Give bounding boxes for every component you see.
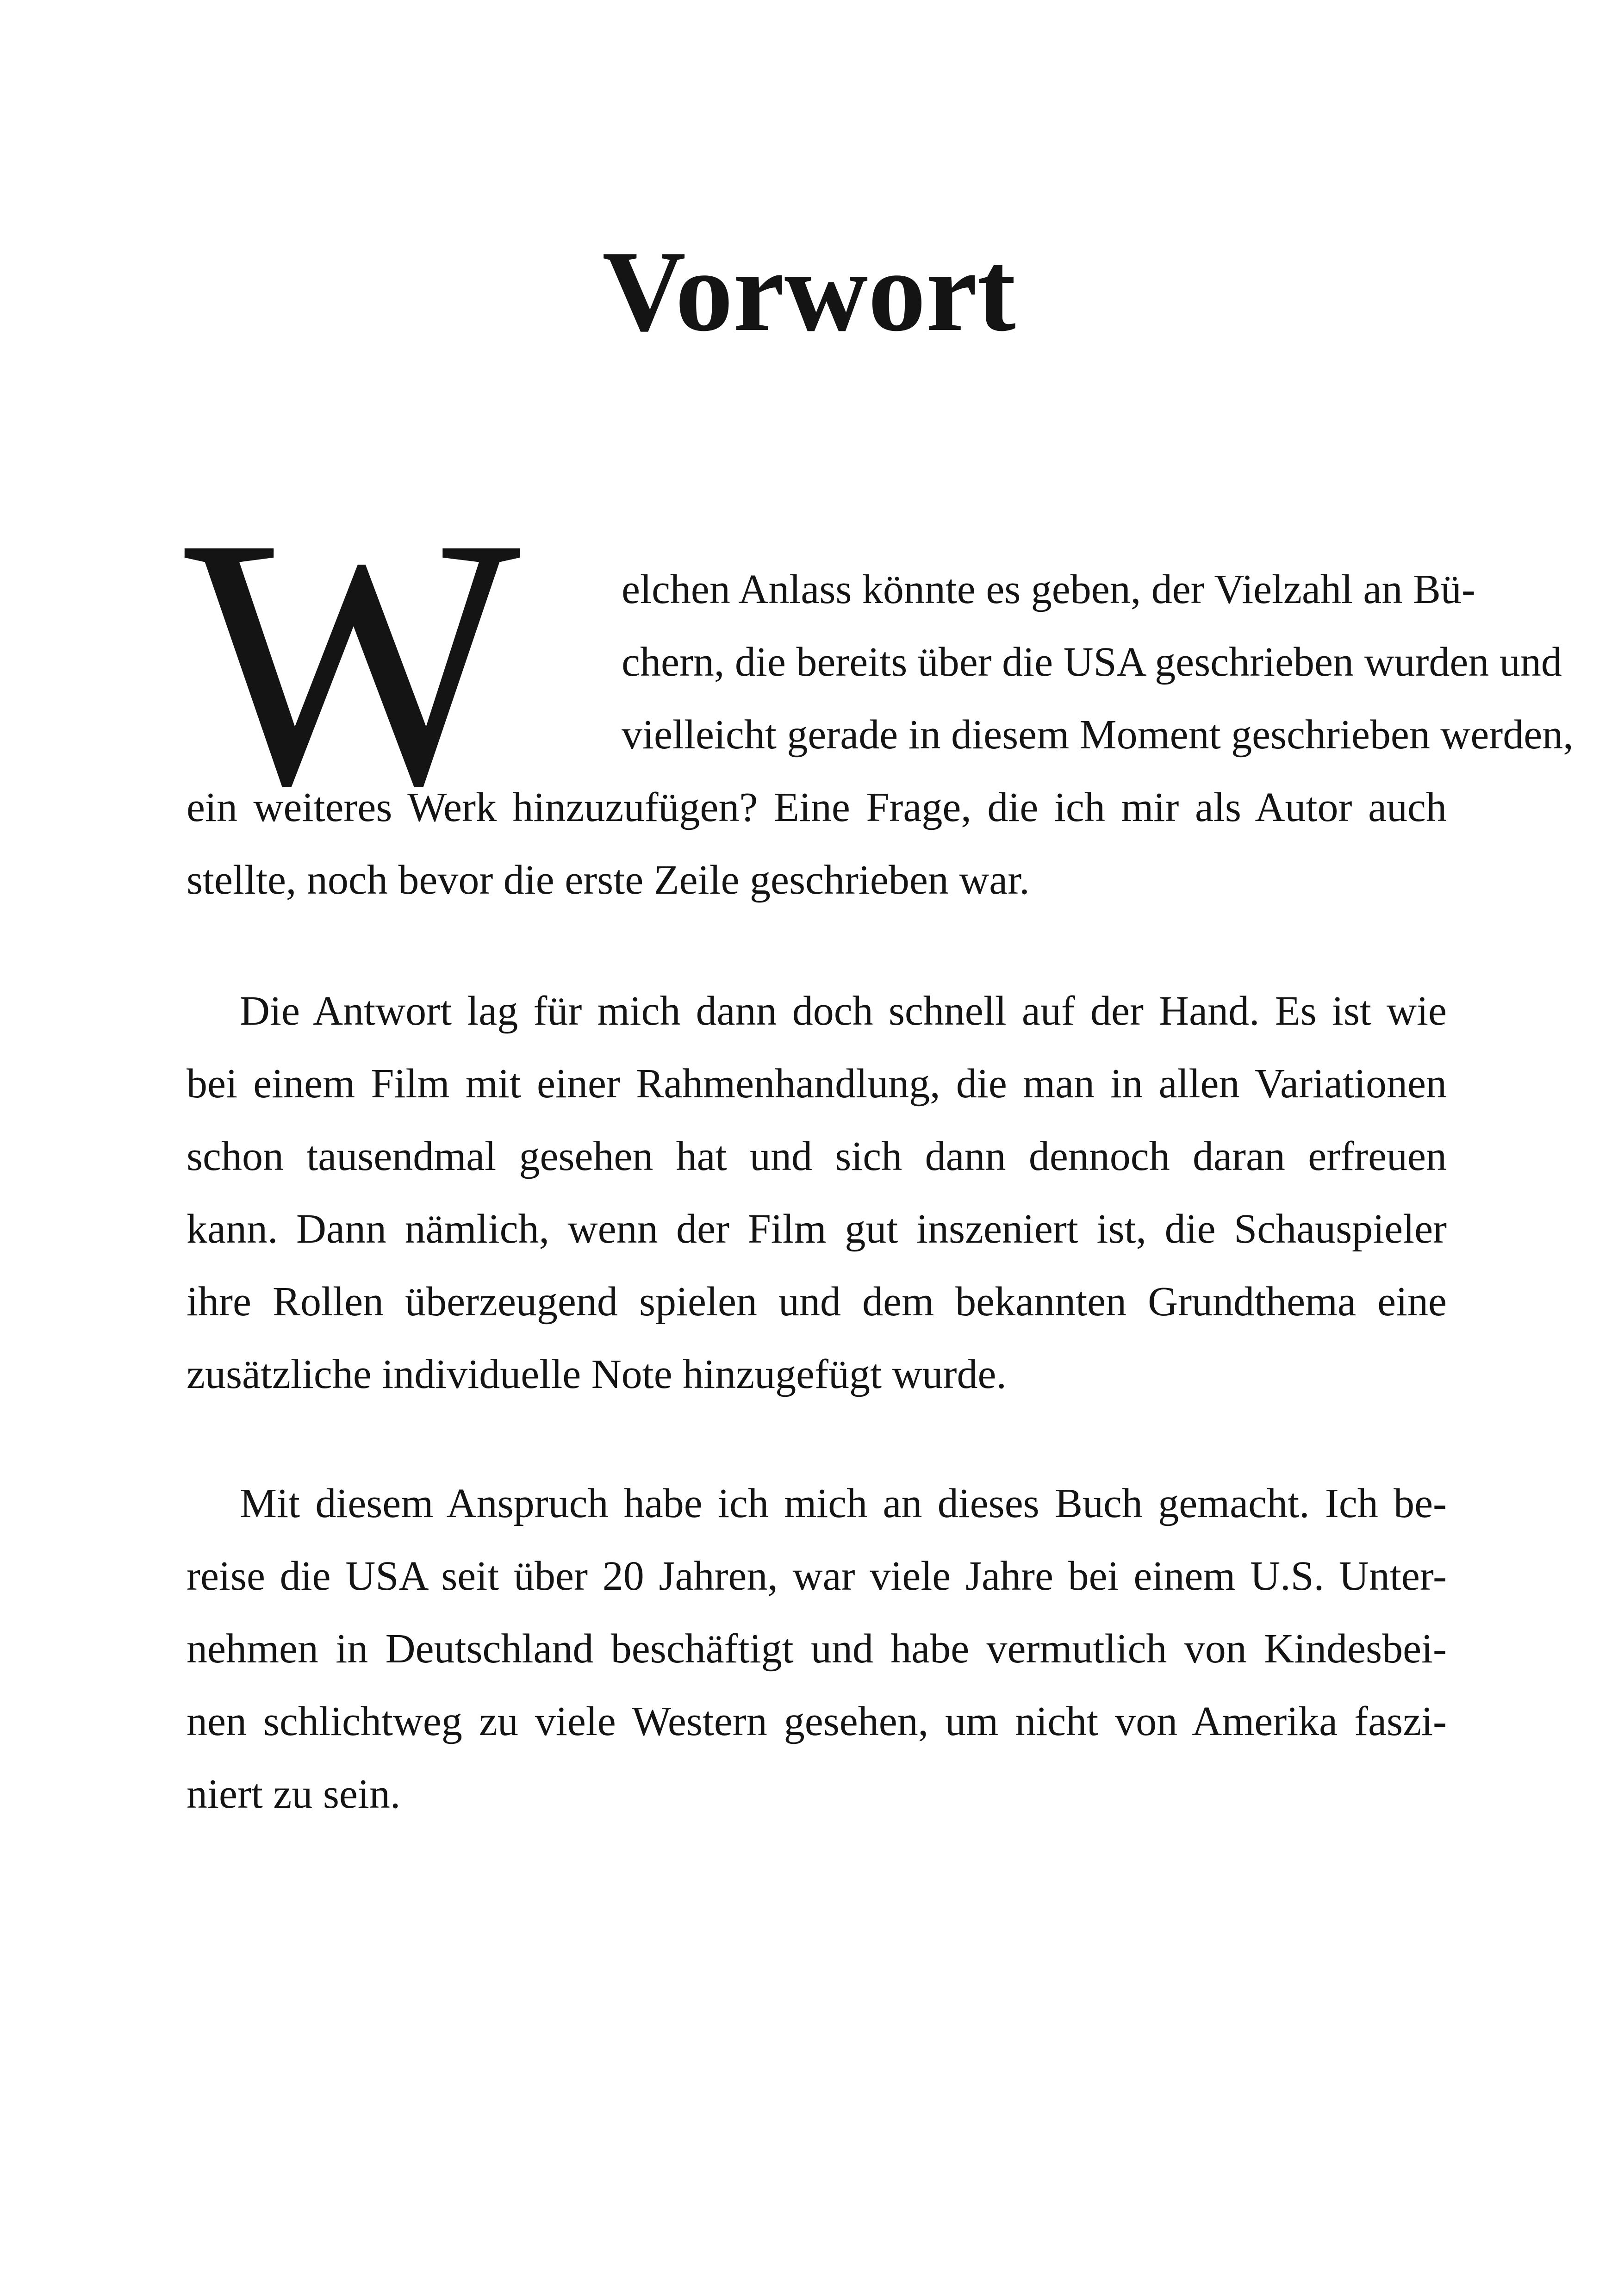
text-line: Die Antwort lag für mich dann doch schnell auf der Hand. Es ist wie (240, 988, 1447, 1034)
page-title: Vorwort (602, 227, 1016, 355)
text-line: nehmen in Deutschland beschäftigt und habe vermutlich von Kindesbei- (187, 1626, 1447, 1672)
paragraph-1 (184, 464, 1574, 916)
text-line: zusätzliche individuelle Note hinzugefügt wurde. (187, 1351, 1007, 1397)
text-line: kann. Dann nämlich, wenn der Film gut inszeniert ist, die Schauspieler (187, 1206, 1447, 1252)
text-line: ein weiteres Werk hinzuzufügen? Eine Frage, die ich mir als Autor auch (187, 784, 1447, 830)
paragraph-3 (187, 1467, 1447, 1830)
text-line: niert zu sein. (187, 1771, 401, 1817)
text-line: elchen Anlass könnte es geben, der Vielzahl an Bü- (622, 566, 1475, 612)
drop-cap-letter: W (184, 464, 521, 859)
drop-cap (184, 464, 521, 859)
text-line: bei einem Film mit einer Rahmenhandlung, die man in allen Variationen (187, 1061, 1447, 1107)
text-line: chern, die bereits über die USA geschrieben wurden und (622, 639, 1562, 685)
text-line: schon tausendmal gesehen hat und sich dann dennoch daran erfreuen (187, 1133, 1447, 1179)
text-line: Mit diesem Anspruch habe ich mich an dieses Buch gemacht. Ich be- (240, 1481, 1447, 1526)
text-line: vielleicht gerade in diesem Moment geschrieben werden, (622, 712, 1574, 758)
text-line: reise die USA seit über 20 Jahren, war viele Jahre bei einem U.S. Unter- (187, 1553, 1447, 1599)
text-line: ihre Rollen überzeugend spielen und dem bekannten Grundthema eine (187, 1279, 1447, 1325)
text-line: nen schlichtweg zu viele Western gesehen, um nicht von Amerika faszi- (187, 1699, 1447, 1744)
paragraph-2 (187, 975, 1447, 1411)
text-line: stellte, noch bevor die erste Zeile geschrieben war. (187, 857, 1030, 903)
